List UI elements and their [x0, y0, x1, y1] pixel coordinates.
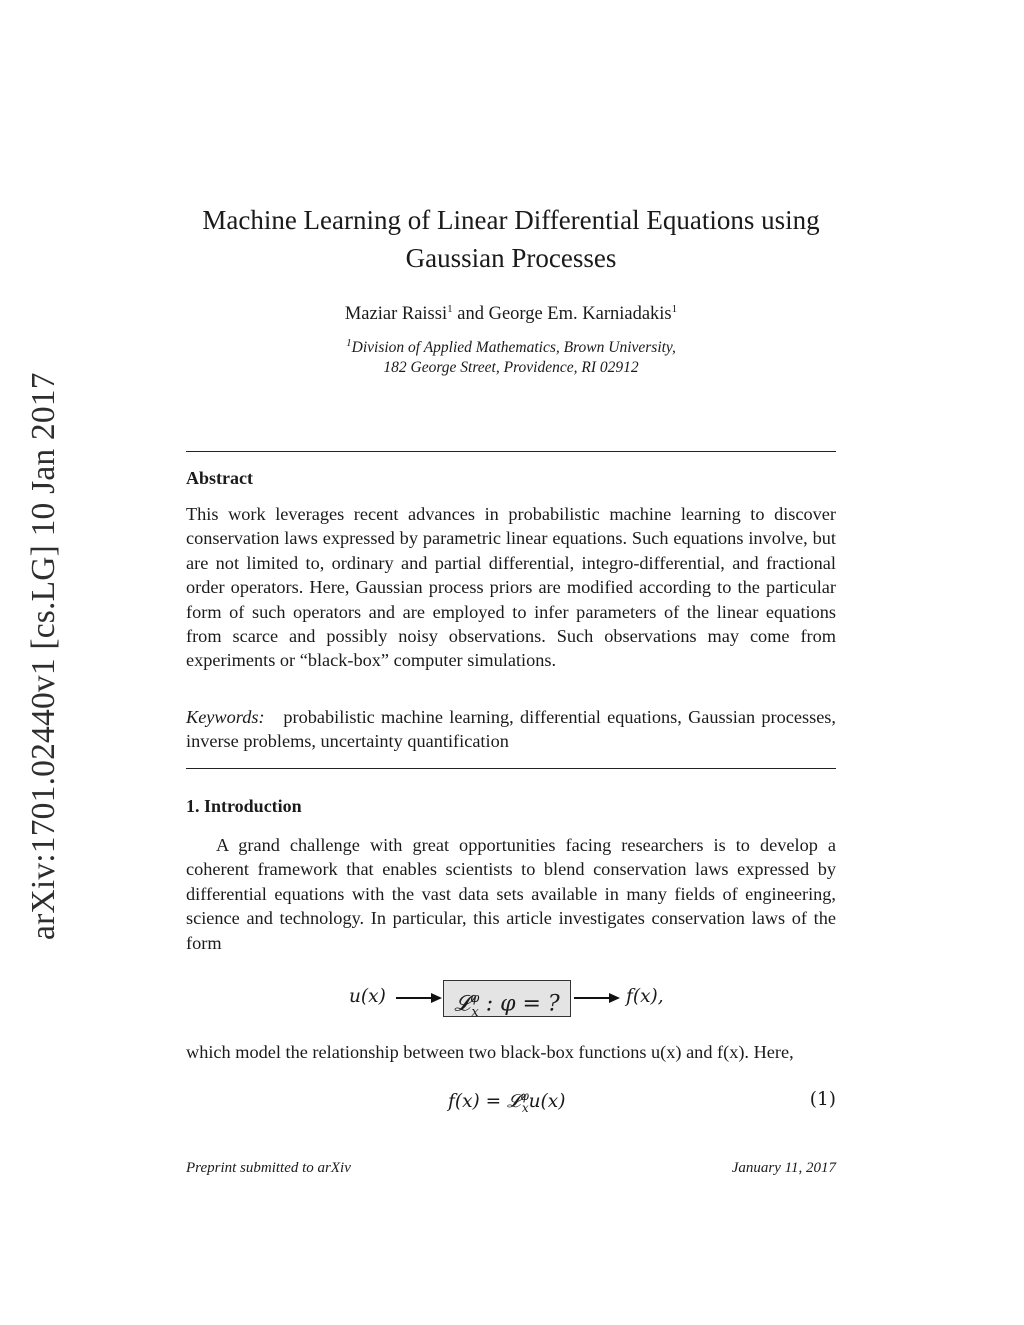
abstract-heading: Abstract	[186, 468, 253, 488]
equation-expression	[448, 1089, 565, 1115]
keywords-label: Keywords:	[186, 707, 265, 727]
equation-1	[186, 1089, 836, 1115]
affiliation-line-1	[186, 338, 836, 358]
operator-box	[443, 980, 571, 1020]
abstract-top-rule	[186, 451, 836, 452]
footer-date: January 11, 2017	[731, 1160, 836, 1176]
equation-number: (1)	[809, 1089, 836, 1110]
title-line-2: Gaussian Processes	[405, 243, 617, 273]
operator-diagram	[186, 980, 836, 1020]
introduction-paragraph-2: which model the relationship between two black-box functions u(x) and f(x). Here,	[186, 1042, 794, 1062]
diagram-output: f(x),	[626, 986, 664, 1007]
abstract-bottom-rule	[186, 768, 836, 769]
operator-symbol: 𝓛	[454, 991, 471, 1017]
introduction-paragraph-1: A grand challenge with great opportunities facing researchers is to develop a coherent framework that enables scientists to blend conservation laws expressed by differential equations with the vast data sets available in many fields of engineering, science and technology. In particular, this article investigates conservation laws of the form	[186, 835, 836, 953]
footer-preprint-note: Preprint submitted to arXiv	[186, 1160, 351, 1176]
paper-title	[186, 201, 836, 277]
arxiv-identifier-stamp: arXiv:1701.02440v1 [cs.LG] 10 Jan 2017	[25, 372, 62, 940]
abstract-text: This work leverages recent advances in probabilistic machine learning to discover conservation laws expressed by parametric linear equations. Such equations involve, but are not limited to, ordinary and partial differential, integro-differential, and fractional order operators. Here, Gaussian process priors are modified according to the particular form of such operators and are employed to infer parameters of the linear equations from scarce and possibly noisy observations. Such observations may come from experiments or “black-box” computer simulations.	[186, 504, 836, 671]
equation-superscript: φ	[520, 1089, 529, 1103]
affiliation-line-2: 182 George Street, Providence, RI 02912	[383, 359, 639, 376]
author-name-1: Maziar Raissi	[344, 304, 448, 324]
equation-lhs: f(x) = 𝓛	[448, 1091, 521, 1113]
author-list	[186, 301, 836, 327]
author-affiliation-mark-2: 1	[671, 302, 678, 315]
affiliation-mark: 1	[346, 336, 352, 349]
equation-rhs: u(x)	[528, 1091, 566, 1113]
section-heading-introduction: 1. Introduction	[186, 796, 302, 816]
output-arrow-icon	[574, 997, 618, 999]
keywords	[186, 705, 836, 754]
title-line-1: Machine Learning of Linear Differential Equations using	[202, 205, 820, 235]
author-conjunction: and	[452, 304, 489, 324]
equation-subscript: x	[521, 1100, 529, 1115]
affiliation-text-1: Division of Applied Mathematics, Brown University,	[351, 339, 676, 356]
input-arrow-icon	[396, 997, 440, 999]
author-affiliation-mark-1: 1	[447, 302, 453, 315]
operator-subscript: x	[471, 1004, 479, 1020]
diagram-input: u(x)	[349, 986, 386, 1007]
author-name-2: George Em. Karniadakis	[488, 304, 672, 324]
keywords-text: probabilistic machine learning, differential equations, Gaussian processes, inverse problems, uncertainty quantification	[186, 707, 836, 752]
operator-superscript: φ	[470, 991, 480, 1006]
operator-question: : φ = ?	[478, 991, 560, 1017]
